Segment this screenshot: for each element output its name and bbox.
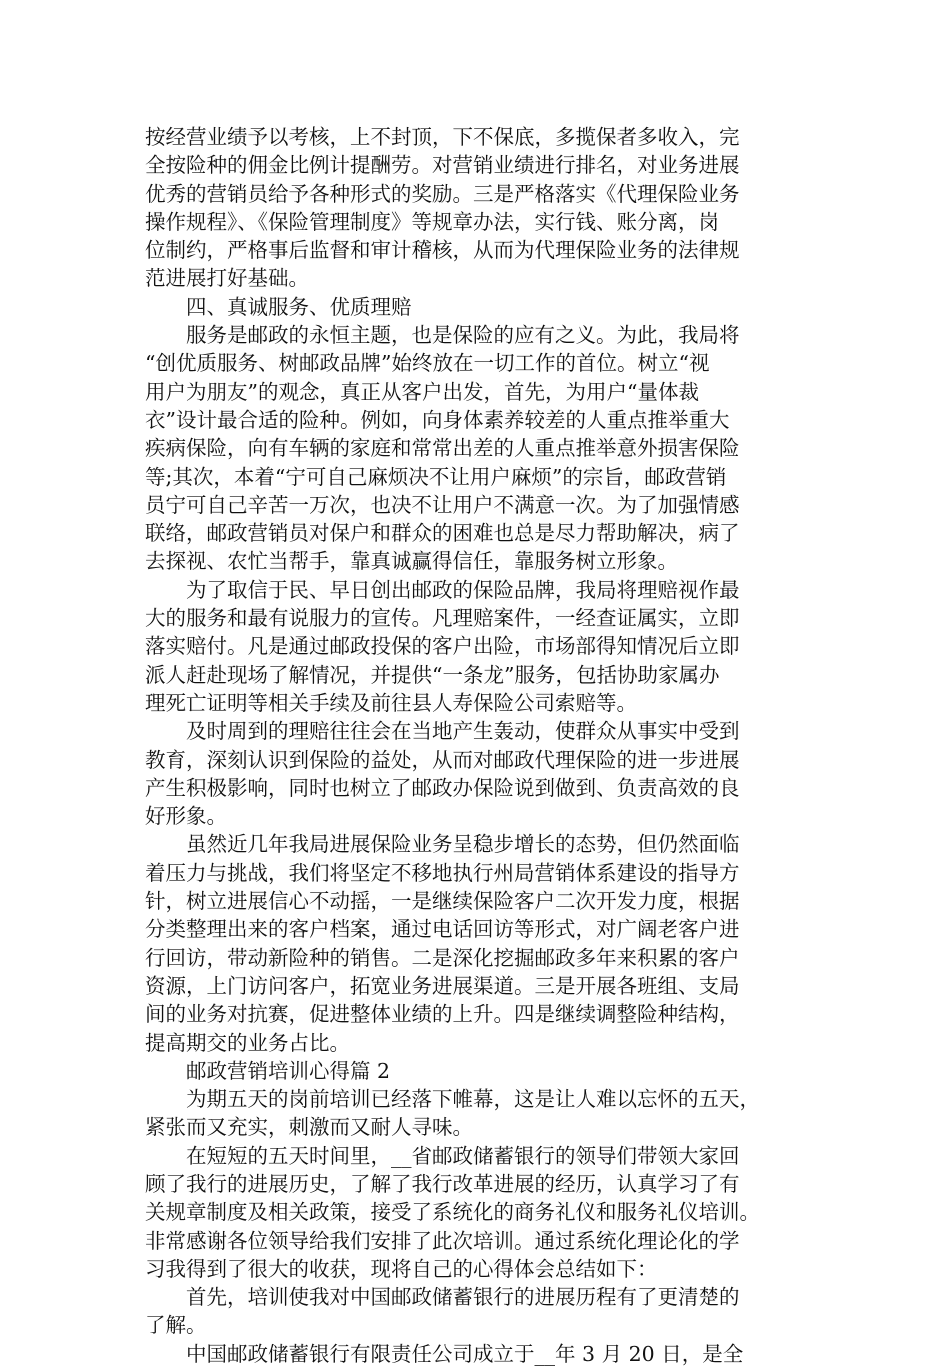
text-line: 资源，上门访问客户，拓宽业务进展渠道。三是开展各班组、支局 — [145, 973, 740, 998]
text-line: 位制约，严格事后监督和审计稽核，从而为代理保险业务的法律规 — [145, 238, 740, 263]
text-line: 非常感谢各位领导给我们安排了此次培训。通过系统化理论化的学 — [145, 1228, 740, 1253]
text-line: 针，树立进展信心不动摇，一是继续保险客户二次开发力度，根据 — [145, 889, 740, 914]
text-line: 去探视、农忙当帮手，靠真诚赢得信任，靠服务树立形象。 — [145, 549, 678, 574]
text-line: 顾了我行的进展历史，了解了我行改革进展的经历，认真学习了有 — [145, 1171, 740, 1196]
text-line: 间的业务对抗赛，促进整体业绩的上升。四是继续调整险种结构， — [145, 1002, 740, 1027]
text-line: 关规章制度及相关政策，接受了系统化的商务礼仪和服务礼仪培训。 — [145, 1200, 760, 1225]
text-line: 及时周到的理赔往往会在当地产生轰动，使群众从事实中受到 — [186, 719, 740, 744]
text-line: 疾病保险，向有车辆的家庭和常常出差的人重点推举意外损害保险 — [145, 436, 740, 461]
text-line: 为期五天的岗前培训已经落下帷幕，这是让人难以忘怀的五天， — [186, 1087, 760, 1112]
text-line: 用户为朋友”的观念，真正从客户出发，首先，为用户“量体裁 — [145, 379, 699, 404]
text-line: 全按险种的佣金比例计提酬劳。对营销业绩进行排名，对业务进展 — [145, 153, 740, 178]
text-line: 理死亡证明等相关手续及前往县人寿保险公司索赔等。 — [145, 690, 637, 715]
text-line: 操作规程》、《保险管理制度》等规章办法，实行钱、账分离，岗 — [145, 209, 719, 234]
text-line: 范进展打好基础。 — [145, 266, 309, 291]
text-line: 在短短的五天时间里，__省邮政储蓄银行的领导们带领大家回 — [186, 1143, 740, 1168]
text-line: 等;其次，本着“宁可自己麻烦决不让用户麻烦”的宗旨，邮政营销 — [145, 464, 727, 489]
text-line: 按经营业绩予以考核，上不封顶，下不保底，多揽保者多收入，完 — [145, 125, 740, 149]
text-line: 为了取信于民、早日创出邮政的保险品牌，我局将理赔视作最 — [186, 577, 740, 602]
text-line: 优秀的营销员给予各种形式的奖励。三是严格落实《代理保险业务 — [145, 181, 740, 206]
text-line: 行回访，带动新险种的销售。二是深化挖掘邮政多年来积累的客户 — [145, 945, 740, 970]
text-line: 落实赔付。凡是通过邮政投保的客户出险，市场部得知情况后立即 — [145, 634, 740, 659]
text-line: 派人赶赴现场了解情况，并提供“一条龙”服务，包括协助家属办 — [145, 662, 720, 687]
text-line: 首先，培训使我对中国邮政储蓄银行的进展历程有了更清楚的 — [186, 1285, 740, 1310]
text-line: 紧张而又充实，刺激而又耐人寻味。 — [145, 1115, 473, 1140]
text-line: 服务是邮政的永恒主题，也是保险的应有之义。为此，我局将 — [186, 323, 740, 348]
text-line: 提高期交的业务占比。 — [145, 1030, 350, 1055]
text-line: 四、真诚服务、优质理赔 — [186, 294, 412, 319]
text-line: “创优质服务、树邮政品牌”始终放在一切工作的首位。树立“视 — [145, 351, 710, 376]
text-line: 产生积极影响，同时也树立了邮政办保险说到做到、负责高效的良 — [145, 775, 740, 800]
text-line: 中国邮政储蓄银行有限责任公司成立于__年 3 月 20 日，是全 — [186, 1341, 744, 1366]
text-line: 好形象。 — [145, 804, 227, 829]
text-line: 教育，深刻认识到保险的益处，从而对邮政代理保险的进一步进展 — [145, 747, 740, 772]
text-line: 员宁可自己辛苦一万次，也决不让用户不满意一次。为了加强情感 — [145, 492, 740, 517]
document-body — [145, 123, 813, 1368]
text-line: 大的服务和最有说服力的宣传。凡理赔案件，一经查证属实，立即 — [145, 606, 740, 631]
text-line: 联络，邮政营销员对保户和群众的困难也总是尽力帮助解决，病了 — [145, 521, 740, 546]
text-line: 衣”设计最合适的险种。例如，向身体素养较差的人重点推举重大 — [145, 407, 730, 432]
text-line: 习我得到了很大的收获，现将自己的心得体会总结如下： — [145, 1256, 658, 1281]
text-line: 虽然近几年我局进展保险业务呈稳步增长的态势，但仍然面临 — [186, 832, 740, 857]
text-line: 分类整理出来的客户档案，通过电话回访等形式，对广阔老客户进 — [145, 917, 740, 942]
text-line: 了解。 — [145, 1313, 207, 1338]
text-line: 邮政营销培训心得篇 2 — [186, 1058, 391, 1083]
text-line: 着压力与挑战，我们将坚定不移地执行州局营销体系建设的指导方 — [145, 860, 740, 885]
